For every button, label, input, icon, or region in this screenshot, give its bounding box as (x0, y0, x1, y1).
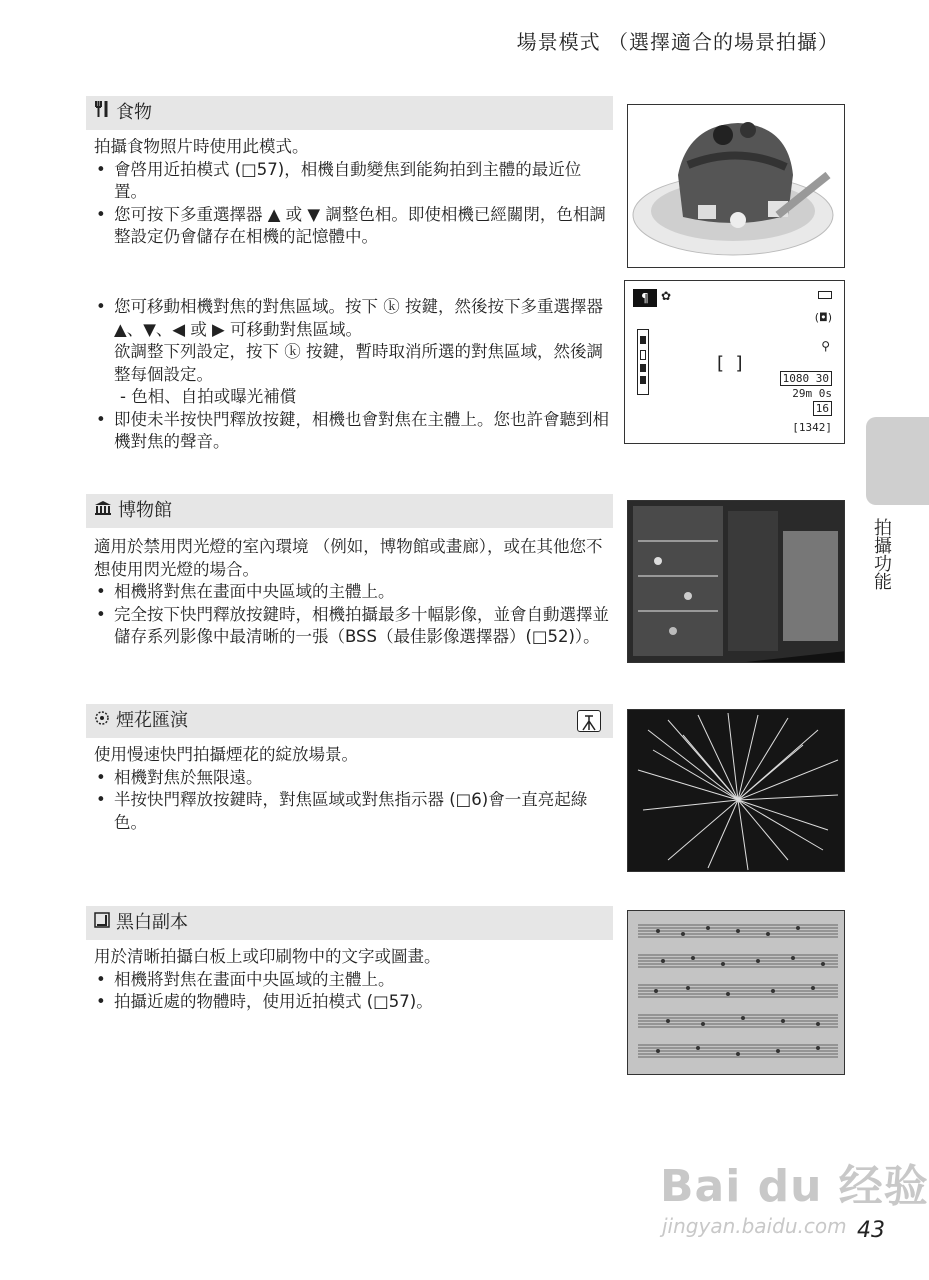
museum-icon (94, 494, 112, 528)
tripod-icon (577, 710, 601, 732)
continuation-text: 欲調整下列設定，按下 ⓚ 按鍵，暫時取消所選的對焦區域，然後調整每個設定。 (114, 342, 603, 384)
list-item: • 拍攝近處的物體時，使用近拍模式 (□57)。 (94, 991, 609, 1014)
camera-lcd-diagram (624, 280, 845, 444)
shots-remaining: [1342] (792, 421, 832, 434)
watermark-url: jingyan.baidu.com (662, 1214, 847, 1238)
list-item: • 您可按下多重選擇器 ▲ 或 ▼ 調整色相。即使相機已經關閉，色相調整設定仍會儲存在相機的記憶體中。 (94, 204, 609, 249)
black-white-copy-icon (94, 906, 110, 940)
copy-text (94, 946, 609, 1014)
video-mode-badge: 1080 30 (780, 371, 832, 386)
page-header-title: 場景模式 （選擇適合的場景拍攝） (516, 30, 839, 54)
focus-bracket: [ ] (717, 353, 743, 374)
food-text (94, 136, 609, 249)
battery-icon (818, 291, 832, 299)
fork-knife-icon: ¶ (633, 289, 657, 307)
intro-text: 適用於禁用閃光燈的室內環境 （例如，博物館或畫廊），或在其他您不想使用閃光燈的場合。 (94, 537, 603, 579)
section-heading-food (86, 96, 613, 130)
list-item: • 您可移動相機對焦的對焦區域。按下 ⓚ 按鍵，然後按下多重選擇器 ▲、▼、◀ 或 ▶ 可移動對焦區域。 (94, 296, 609, 341)
section-title: 煙花匯演 (116, 710, 188, 731)
list-item: • 相機將對焦在畫面中央區域的主體上。 (94, 969, 609, 992)
list-item: • 即使未半按快門釋放按鍵，相機也會對焦在主體上。您也許會聽到相機對焦的聲音。 (94, 409, 609, 454)
list-item: • 相機對焦於無限遠。 (94, 767, 609, 790)
list-item: • 相機將對焦在畫面中央區域的主體上。 (94, 581, 609, 604)
fireworks-icon (94, 704, 110, 738)
list-item: • 會啓用近拍模式 (□57)，相機自動變焦到能夠拍到主體的最近位置。 (94, 159, 609, 204)
page-number: 43 (857, 1218, 885, 1243)
sheet-music-photo (627, 910, 845, 1075)
watermark-brand: Bai du 经验 (660, 1161, 929, 1212)
food-text-2 (94, 296, 609, 454)
fork-knife-icon (94, 96, 110, 130)
list-item: • 半按快門釋放按鍵時，對焦區域或對焦指示器 (□6)會一直亮起綠色。 (94, 789, 609, 834)
section-heading-copy (86, 906, 613, 940)
museum-photo (627, 500, 845, 663)
fireworks-photo (627, 709, 845, 872)
museum-text (94, 536, 609, 649)
intro-text: 使用慢速快門拍攝煙花的綻放場景。 (94, 745, 358, 764)
section-title: 食物 (116, 102, 152, 123)
macro-icon: ✿ (661, 289, 672, 303)
intro-text: 用於清晰拍攝白板上或印刷物中的文字或圖畫。 (94, 947, 441, 966)
sub-item: - 色相、自拍或曝光補償 (120, 387, 297, 406)
chapter-tab[interactable] (866, 417, 929, 505)
vr-icon: (◘) (814, 311, 832, 324)
chapter-tab-label: 拍攝功能 (871, 518, 892, 590)
section-title: 博物館 (118, 500, 172, 521)
image-size-icon: 16 (813, 401, 832, 416)
af-assist-icon: ⚲ (821, 339, 830, 353)
hue-slider (637, 329, 649, 395)
intro-text: 拍攝食物照片時使用此模式。 (94, 137, 309, 156)
list-item: • 完全按下快門釋放按鍵時，相機拍攝最多十幅影像，並會自動選擇並儲存系列影像中最清晰的一張（BSS（最佳影像選擇器）(□52)）。 (94, 604, 609, 649)
fireworks-text (94, 744, 609, 834)
section-heading-museum (86, 494, 613, 528)
food-photo (627, 104, 845, 268)
remaining-time: 29m 0s (792, 387, 832, 400)
section-heading-fireworks (86, 704, 613, 738)
section-title: 黑白副本 (116, 912, 188, 933)
